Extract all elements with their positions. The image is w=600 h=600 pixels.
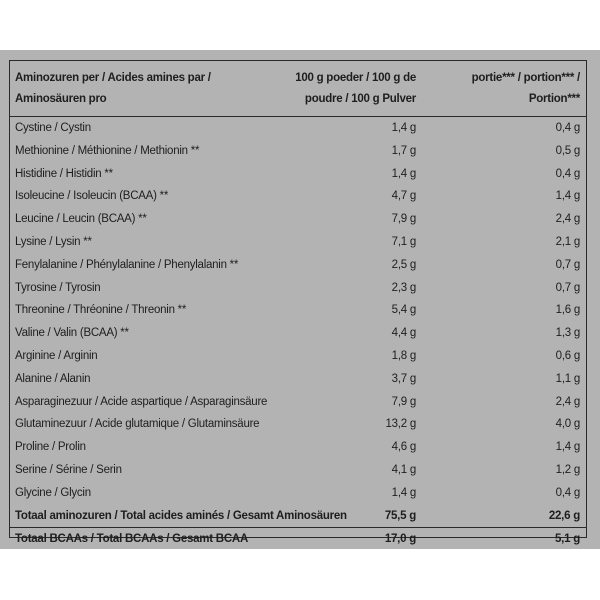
row-per-portion: 1,1 g (555, 372, 580, 385)
table-header (10, 61, 586, 117)
table-row (10, 368, 586, 391)
row-per-100g: 7,9 g (391, 395, 416, 408)
table-row (10, 391, 586, 414)
row-per-100g: 3,7 g (391, 372, 416, 385)
row-per-100g: 1,4 g (391, 486, 416, 499)
row-per-100g: 2,3 g (391, 281, 416, 294)
row-name: Glycine / Glycin (15, 486, 91, 499)
row-per-portion: 0,4 g (555, 122, 580, 134)
row-per-100g: 1,7 g (391, 144, 416, 157)
row-per-portion: 5,1 g (555, 533, 580, 546)
table-row (10, 459, 586, 482)
row-per-100g: 1,4 g (391, 167, 416, 180)
header-col3-line2: Portion*** (528, 93, 580, 105)
row-per-portion: 2,4 g (555, 213, 580, 226)
row-per-portion: 0,7 g (555, 258, 580, 271)
row-per-100g: 17,0 g (384, 533, 416, 546)
row-name: Serine / Sérine / Serin (15, 463, 122, 476)
row-per-portion: 0,7 g (555, 281, 580, 294)
total-bcaa-row (10, 527, 586, 551)
row-per-100g: 1,8 g (391, 349, 416, 362)
row-per-portion: 0,6 g (555, 349, 580, 362)
row-per-100g: 4,1 g (391, 463, 416, 476)
row-name: Alanine / Alanin (15, 372, 91, 385)
row-name: Totaal BCAAs / Total BCAAs / Gesamt BCAA (15, 533, 249, 546)
header-col1-line2: Aminosäuren pro (15, 93, 107, 105)
table-row (10, 254, 586, 277)
row-per-portion: 1,2 g (555, 463, 580, 476)
row-name: Threonine / Thréonine / Threonin ** (15, 304, 187, 317)
row-per-portion: 1,4 g (555, 441, 580, 454)
row-per-portion: 2,4 g (555, 395, 580, 408)
table-row (10, 117, 586, 140)
row-per-100g: 1,4 g (391, 122, 416, 134)
table-row (10, 277, 586, 300)
row-per-portion: 1,4 g (555, 190, 580, 203)
table-row (10, 482, 586, 505)
row-name: Arginine / Arginin (15, 349, 98, 362)
header-col2-line2: poudre / 100 g Pulver (304, 93, 416, 105)
row-per-portion: 2,1 g (555, 235, 580, 248)
row-per-100g: 75,5 g (384, 509, 416, 522)
row-per-100g: 4,7 g (391, 190, 416, 203)
row-per-portion: 4,0 g (555, 418, 580, 431)
table-panel (0, 50, 600, 549)
table-row (10, 231, 586, 254)
header-per-100g (266, 68, 416, 110)
header-col3-line1: portie*** / portion*** / (471, 72, 580, 84)
row-per-portion: 1,3 g (555, 327, 580, 340)
table-body (10, 117, 586, 551)
header-col2-line1: 100 g poeder / 100 g de (295, 72, 416, 84)
row-per-portion: 0,4 g (555, 167, 580, 180)
header-per-portion (430, 68, 580, 110)
table-row (10, 208, 586, 231)
table-row (10, 436, 586, 459)
row-per-100g: 5,4 g (391, 304, 416, 317)
row-name: Cystine / Cystin (15, 122, 91, 134)
row-name: Proline / Prolin (15, 441, 86, 454)
total-amino-acids-row (10, 505, 586, 528)
row-name: Glutaminezuur / Acide glutamique / Glutaminsäure (15, 418, 260, 431)
row-name: Lysine / Lysin ** (15, 235, 92, 248)
row-per-100g: 7,9 g (391, 213, 416, 226)
row-name: Methionine / Méthionine / Methionin ** (15, 144, 200, 157)
row-per-100g: 13,2 g (385, 418, 416, 431)
table-row (10, 413, 586, 436)
row-name: Tyrosine / Tyrosin (15, 281, 101, 294)
row-per-portion: 0,5 g (555, 144, 580, 157)
row-per-portion: 0,4 g (555, 486, 580, 499)
header-amino-acids (15, 68, 245, 110)
row-name: Isoleucine / Isoleucin (BCAA) ** (15, 190, 169, 203)
table-row (10, 185, 586, 208)
row-name: Leucine / Leucin (BCAA) ** (15, 213, 147, 226)
table-row (10, 322, 586, 345)
table-row (10, 140, 586, 163)
row-name: Valine / Valin (BCAA) ** (15, 327, 129, 340)
row-name: Fenylalanine / Phénylalanine / Phenylalanin ** (15, 258, 239, 271)
row-per-100g: 2,5 g (391, 258, 416, 271)
amino-acid-table (9, 60, 587, 546)
table-row (10, 163, 586, 186)
row-per-100g: 7,1 g (391, 235, 416, 248)
row-per-portion: 1,6 g (555, 304, 580, 317)
table-row (10, 345, 586, 368)
header-col1-line1: Aminozuren per / Acides amines par / (15, 72, 211, 84)
row-name: Asparaginezuur / Acide aspartique / Asparaginsäure (15, 395, 268, 408)
row-name: Histidine / Histidin ** (15, 167, 113, 180)
row-per-100g: 4,4 g (391, 327, 416, 340)
row-per-100g: 4,6 g (391, 441, 416, 454)
table-row (10, 299, 586, 322)
row-name: Totaal aminozuren / Total acides aminés / Gesamt Aminosäuren (15, 509, 347, 522)
row-per-portion: 22,6 g (548, 509, 580, 522)
